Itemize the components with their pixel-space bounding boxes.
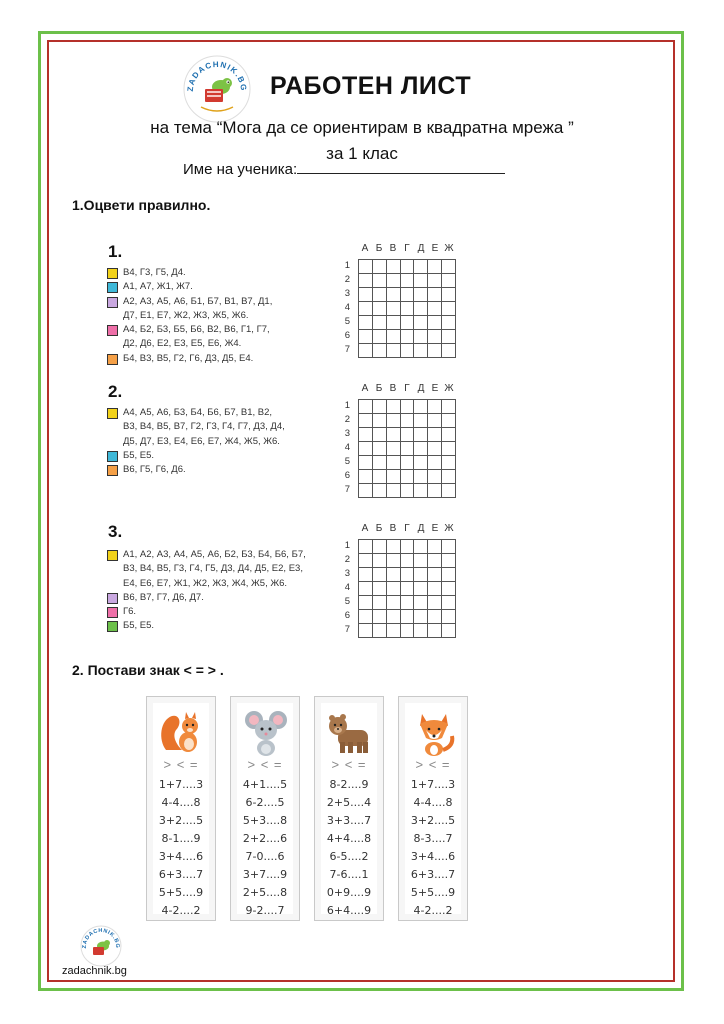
comparison-expression[interactable]: 7-6....1 bbox=[329, 868, 369, 881]
color-swatch[interactable] bbox=[107, 607, 118, 618]
coloring-grid-table bbox=[358, 539, 456, 638]
instruction-row: В3, В4, В5, Г3, Г4, Г5, Д3, Д4, Д5, Е2, Е3, bbox=[123, 563, 303, 575]
comparison-signs: > < = bbox=[163, 757, 199, 772]
expression-list bbox=[153, 776, 209, 920]
grid-cell[interactable] bbox=[442, 470, 456, 484]
grid-row-label: 7 bbox=[344, 624, 350, 635]
grid-cell[interactable] bbox=[414, 624, 428, 638]
grid-cell[interactable] bbox=[400, 540, 414, 554]
grid-row-label: 3 bbox=[344, 568, 350, 579]
grid-cell[interactable] bbox=[428, 470, 442, 484]
exercise-2-instructions bbox=[107, 406, 333, 477]
grid-cell[interactable] bbox=[372, 414, 386, 428]
grid-column-label: Д bbox=[417, 383, 425, 394]
grid-cell[interactable] bbox=[428, 344, 442, 358]
grid-row-label: 4 bbox=[344, 302, 350, 313]
grid-cell[interactable] bbox=[372, 316, 386, 330]
coloring-grid-table bbox=[358, 399, 456, 498]
grid-cell[interactable] bbox=[414, 414, 428, 428]
grid-cell[interactable] bbox=[442, 540, 456, 554]
comparison-expression[interactable]: 4-4....8 bbox=[161, 796, 201, 809]
grid-cell[interactable] bbox=[442, 260, 456, 274]
grid-cell[interactable] bbox=[359, 274, 373, 288]
grid-cell[interactable] bbox=[359, 400, 373, 414]
expression-list bbox=[237, 776, 293, 920]
grid-cell[interactable] bbox=[428, 428, 442, 442]
grid-cell[interactable] bbox=[386, 554, 400, 568]
grid-cell[interactable] bbox=[414, 582, 428, 596]
grid-cell[interactable] bbox=[400, 456, 414, 470]
grid-cell[interactable] bbox=[442, 582, 456, 596]
expression-list bbox=[405, 776, 461, 920]
grid-cell[interactable] bbox=[386, 470, 400, 484]
grid-cell[interactable] bbox=[428, 568, 442, 582]
grid-cell[interactable] bbox=[359, 582, 373, 596]
grid-column-label: Б bbox=[375, 383, 383, 394]
grid-cell[interactable] bbox=[442, 274, 456, 288]
grid-cell[interactable] bbox=[414, 316, 428, 330]
grid-cell[interactable] bbox=[442, 596, 456, 610]
grid-cell[interactable] bbox=[372, 288, 386, 302]
instruction-row: Е4, Е6, Е7, Ж1, Ж2, Ж3, Ж4, Ж5, Ж6. bbox=[123, 577, 288, 589]
grid-column-label: Е bbox=[431, 383, 439, 394]
comparison-expression[interactable]: 9-2....7 bbox=[245, 904, 285, 917]
grid-cell[interactable] bbox=[386, 302, 400, 316]
grid-cell[interactable] bbox=[386, 400, 400, 414]
grid-cell[interactable] bbox=[428, 330, 442, 344]
grid-row-label: 7 bbox=[344, 484, 350, 495]
grid-row-label: 6 bbox=[344, 330, 350, 341]
grid-cell[interactable] bbox=[442, 624, 456, 638]
instruction-row: А1, А7, Ж1, Ж7. bbox=[107, 280, 333, 294]
grid-cell[interactable] bbox=[372, 470, 386, 484]
comparison-signs: > < = bbox=[415, 757, 451, 772]
grid-cell[interactable] bbox=[442, 330, 456, 344]
grid-cell[interactable] bbox=[386, 428, 400, 442]
grid-cell[interactable] bbox=[372, 484, 386, 498]
grid-column-label: Д bbox=[417, 243, 425, 254]
page-title: РАБОТЕН ЛИСТ bbox=[270, 72, 472, 100]
comparison-card bbox=[230, 696, 300, 921]
grid-cell[interactable] bbox=[414, 554, 428, 568]
grid-row-label: 6 bbox=[344, 610, 350, 621]
exercise-3-number: 3. bbox=[108, 522, 123, 541]
comparison-expression[interactable]: 1+7....3 bbox=[410, 778, 456, 791]
grid-cell[interactable] bbox=[442, 428, 456, 442]
grid-cell[interactable] bbox=[428, 400, 442, 414]
grid-column-label: Г bbox=[404, 383, 410, 394]
exercise-2-number: 2. bbox=[108, 382, 123, 401]
exercise-1-instructions bbox=[107, 266, 333, 366]
grid-cell[interactable] bbox=[428, 610, 442, 624]
instruction-row: А4, А5, А6, Б3, Б4, Б6, Б7, В1, В2, bbox=[107, 406, 333, 420]
grid-cell[interactable] bbox=[372, 540, 386, 554]
grid-cell[interactable] bbox=[400, 274, 414, 288]
grid-cell[interactable] bbox=[386, 316, 400, 330]
grid-row-label: 2 bbox=[344, 274, 350, 285]
grid-cell[interactable] bbox=[359, 596, 373, 610]
instruction-row: А4, Б2, Б3, Б5, Б6, В2, В6, Г1, Г7, bbox=[107, 323, 333, 337]
comparison-expression[interactable]: 8-3....7 bbox=[413, 832, 453, 845]
grid-cell[interactable] bbox=[414, 400, 428, 414]
grid-column-label: В bbox=[389, 383, 397, 394]
grid-cell[interactable] bbox=[414, 288, 428, 302]
grid-column-label: А bbox=[361, 523, 369, 534]
grid-column-label: А bbox=[361, 383, 369, 394]
grid-cell[interactable] bbox=[372, 610, 386, 624]
grid-column-label: Е bbox=[431, 523, 439, 534]
comparison-card bbox=[314, 696, 384, 921]
comparison-card bbox=[398, 696, 468, 921]
grid-cell[interactable] bbox=[400, 302, 414, 316]
grid-cell[interactable] bbox=[372, 274, 386, 288]
grid-column-label: Ж bbox=[444, 383, 454, 394]
comparison-expression[interactable]: 4-2....2 bbox=[161, 904, 201, 917]
color-swatch[interactable] bbox=[107, 282, 118, 293]
grid-cell[interactable] bbox=[372, 554, 386, 568]
grid-cell[interactable] bbox=[386, 596, 400, 610]
grid-row-label: 3 bbox=[344, 428, 350, 439]
grid-cell[interactable] bbox=[359, 414, 373, 428]
grid-cell[interactable] bbox=[386, 484, 400, 498]
grid-cell[interactable] bbox=[386, 624, 400, 638]
comparison-card-inner bbox=[321, 703, 377, 917]
grid-cell[interactable] bbox=[359, 456, 373, 470]
grid-cell[interactable] bbox=[428, 484, 442, 498]
comparison-expression[interactable]: 5+5....9 bbox=[158, 886, 204, 899]
grid-cell[interactable] bbox=[359, 260, 373, 274]
grid-cell[interactable] bbox=[359, 316, 373, 330]
grid-cell[interactable] bbox=[400, 624, 414, 638]
grid-cell[interactable] bbox=[372, 442, 386, 456]
instruction-row: В6, Г5, Г6, Д6. bbox=[107, 463, 333, 477]
grid-cell[interactable] bbox=[414, 260, 428, 274]
grid-cell[interactable] bbox=[400, 344, 414, 358]
comparison-expression[interactable]: 3+4....6 bbox=[158, 850, 204, 863]
exercise-3-instructions bbox=[107, 548, 333, 634]
grid-cell[interactable] bbox=[400, 554, 414, 568]
comparison-expression[interactable]: 8-1....9 bbox=[161, 832, 201, 845]
grid-cell[interactable] bbox=[442, 554, 456, 568]
grid-cell[interactable] bbox=[386, 610, 400, 624]
comparison-expression[interactable]: 6+3....7 bbox=[158, 868, 204, 881]
grid-cell[interactable] bbox=[400, 428, 414, 442]
grid-cell[interactable] bbox=[428, 624, 442, 638]
comparison-expression[interactable]: 2+2....6 bbox=[242, 832, 288, 845]
student-name-label: Име на ученика: bbox=[183, 161, 298, 178]
comparison-expression[interactable]: 8-2....9 bbox=[329, 778, 369, 791]
grid-row-label: 5 bbox=[344, 456, 350, 467]
color-swatch[interactable] bbox=[107, 268, 118, 279]
grid-cell[interactable] bbox=[359, 344, 373, 358]
grid-cell[interactable] bbox=[400, 260, 414, 274]
grid-row-label: 5 bbox=[344, 316, 350, 327]
grid-cell[interactable] bbox=[386, 582, 400, 596]
comparison-expression[interactable]: 4-4....8 bbox=[413, 796, 453, 809]
student-name-field[interactable] bbox=[183, 160, 505, 178]
grid-cell[interactable] bbox=[386, 344, 400, 358]
svg-text:ZADACHNIK.BG: ZADACHNIK.BG bbox=[81, 927, 121, 949]
instruction-row: Б5, Е5. bbox=[107, 449, 333, 463]
page-subtitle: на тема “Мога да се ориентирам в квадратна мрежа ” bbox=[150, 118, 574, 137]
grid-cell[interactable] bbox=[400, 330, 414, 344]
grid-cell[interactable] bbox=[442, 568, 456, 582]
exercise-1-number: 1. bbox=[108, 242, 123, 261]
grid-cell[interactable] bbox=[386, 442, 400, 456]
grid-cell[interactable] bbox=[442, 414, 456, 428]
comparison-expression[interactable]: 2+5....4 bbox=[326, 796, 372, 809]
grid-cell[interactable] bbox=[359, 484, 373, 498]
grid-column-label: А bbox=[361, 243, 369, 254]
grid-cell[interactable] bbox=[442, 344, 456, 358]
grid-cell[interactable] bbox=[428, 596, 442, 610]
grid-column-label: В bbox=[389, 243, 397, 254]
grid-cell[interactable] bbox=[372, 344, 386, 358]
color-swatch[interactable] bbox=[107, 297, 118, 308]
grid-cell[interactable] bbox=[372, 400, 386, 414]
grid-cell[interactable] bbox=[414, 274, 428, 288]
instruction-row: А1, А2, А3, А4, А5, А6, Б2, Б3, Б4, Б6, Б7, bbox=[107, 548, 333, 562]
grid-column-label: Б bbox=[375, 523, 383, 534]
grid-cell[interactable] bbox=[442, 302, 456, 316]
grid-cell[interactable] bbox=[372, 302, 386, 316]
mouse-icon bbox=[240, 706, 292, 758]
instruction-row: Д2, Д6, Е2, Е3, Е5, Е6, Ж4. bbox=[123, 338, 242, 350]
comparison-card-inner bbox=[237, 703, 293, 917]
grid-cell[interactable] bbox=[442, 316, 456, 330]
grid-column-label: Б bbox=[375, 243, 383, 254]
grid-row-label: 2 bbox=[344, 414, 350, 425]
grid-cell[interactable] bbox=[386, 456, 400, 470]
color-swatch[interactable] bbox=[107, 325, 118, 336]
grid-cell[interactable] bbox=[359, 428, 373, 442]
grid-cell[interactable] bbox=[442, 484, 456, 498]
footer-site-link[interactable]: zadachnik.bg bbox=[62, 965, 127, 977]
grid-column-label: Д bbox=[417, 523, 425, 534]
comparison-signs: > < = bbox=[247, 757, 283, 772]
grid-column-label: Г bbox=[404, 243, 410, 254]
grid-cell[interactable] bbox=[414, 610, 428, 624]
grid-cell[interactable] bbox=[372, 456, 386, 470]
grid-cell[interactable] bbox=[386, 288, 400, 302]
grid-row-label: 3 bbox=[344, 288, 350, 299]
fox-icon bbox=[408, 706, 460, 758]
grid-cell[interactable] bbox=[428, 288, 442, 302]
grid-cell[interactable] bbox=[372, 260, 386, 274]
grid-cell[interactable] bbox=[386, 568, 400, 582]
grid-cell[interactable] bbox=[442, 442, 456, 456]
comparison-expression[interactable]: 6-5....2 bbox=[329, 850, 369, 863]
grid-cell[interactable] bbox=[442, 610, 456, 624]
comparison-expression[interactable]: 3+3....7 bbox=[326, 814, 372, 827]
grid-cell[interactable] bbox=[400, 610, 414, 624]
comparison-expression[interactable]: 2+5....8 bbox=[242, 886, 288, 899]
grid-cell[interactable] bbox=[442, 400, 456, 414]
grid-row-label: 1 bbox=[344, 400, 350, 411]
comparison-expression[interactable]: 4+1....5 bbox=[242, 778, 288, 791]
grid-row-label: 2 bbox=[344, 554, 350, 565]
grid-cell[interactable] bbox=[372, 596, 386, 610]
instruction-row: В6, В7, Г7, Д6, Д7. bbox=[107, 591, 333, 605]
grid-cell[interactable] bbox=[386, 540, 400, 554]
grid-cell[interactable] bbox=[359, 624, 373, 638]
student-name-line[interactable] bbox=[297, 160, 505, 174]
grid-cell[interactable] bbox=[359, 288, 373, 302]
grid-cell[interactable] bbox=[372, 568, 386, 582]
coloring-grid-table bbox=[358, 259, 456, 358]
svg-text:ZADACHNIK.BG: ZADACHNIK.BG bbox=[185, 59, 249, 93]
comparison-expression[interactable]: 4-2....2 bbox=[413, 904, 453, 917]
grid-cell[interactable] bbox=[428, 260, 442, 274]
grid-cell[interactable] bbox=[414, 302, 428, 316]
color-swatch[interactable] bbox=[107, 408, 118, 419]
grid-cell[interactable] bbox=[428, 554, 442, 568]
grid-cell[interactable] bbox=[372, 624, 386, 638]
grid-cell[interactable] bbox=[442, 288, 456, 302]
grid-cell[interactable] bbox=[428, 582, 442, 596]
grade-label: за 1 клас bbox=[326, 144, 398, 163]
comparison-expression[interactable]: 3+7....9 bbox=[242, 868, 288, 881]
grid-cell[interactable] bbox=[414, 596, 428, 610]
color-swatch[interactable] bbox=[107, 550, 118, 561]
zadachnik-logo bbox=[183, 55, 251, 123]
comparison-expression[interactable]: 1+7....3 bbox=[158, 778, 204, 791]
comparison-card-inner bbox=[405, 703, 461, 917]
grid-cell[interactable] bbox=[400, 288, 414, 302]
color-swatch[interactable] bbox=[107, 593, 118, 604]
grid-cell[interactable] bbox=[428, 414, 442, 428]
grid-cell[interactable] bbox=[428, 274, 442, 288]
grid-cell[interactable] bbox=[414, 456, 428, 470]
comparison-expression[interactable]: 6+4....9 bbox=[326, 904, 372, 917]
grid-cell[interactable] bbox=[428, 316, 442, 330]
zadachnik-logo-small bbox=[80, 925, 122, 967]
comparison-expression[interactable]: 0+9....9 bbox=[326, 886, 372, 899]
comparison-card bbox=[146, 696, 216, 921]
grid-cell[interactable] bbox=[414, 442, 428, 456]
comparison-expression[interactable]: 5+5....9 bbox=[410, 886, 456, 899]
grid-cell[interactable] bbox=[359, 302, 373, 316]
grid-column-label: Г bbox=[404, 523, 410, 534]
grid-cell[interactable] bbox=[428, 540, 442, 554]
grid-cell[interactable] bbox=[372, 330, 386, 344]
grid-row-label: 4 bbox=[344, 582, 350, 593]
color-swatch[interactable] bbox=[107, 465, 118, 476]
grid-cell[interactable] bbox=[400, 484, 414, 498]
instruction-row: В3, В4, В5, В7, Г2, Г3, Г4, Г7, Д3, Д4, bbox=[123, 421, 285, 433]
grid-row-label: 7 bbox=[344, 344, 350, 355]
grid-cell[interactable] bbox=[442, 456, 456, 470]
grid-cell[interactable] bbox=[400, 442, 414, 456]
grid-cell[interactable] bbox=[386, 414, 400, 428]
grid-cell[interactable] bbox=[359, 330, 373, 344]
comparison-signs: > < = bbox=[331, 757, 367, 772]
color-swatch[interactable] bbox=[107, 621, 118, 632]
instruction-row: А2, А3, А5, А6, Б1, Б7, В1, В7, Д1, bbox=[107, 295, 333, 309]
grid-row-label: 1 bbox=[344, 540, 350, 551]
grid-cell[interactable] bbox=[386, 274, 400, 288]
grid-cell[interactable] bbox=[359, 470, 373, 484]
grid-cell[interactable] bbox=[414, 470, 428, 484]
instruction-row: Д7, Е1, Е7, Ж2, Ж3, Ж5, Ж6. bbox=[123, 309, 249, 321]
grid-cell[interactable] bbox=[372, 582, 386, 596]
grid-cell[interactable] bbox=[428, 442, 442, 456]
grid-cell[interactable] bbox=[386, 330, 400, 344]
task1-heading: 1.Оцвети правилно. bbox=[72, 197, 211, 213]
grid-cell[interactable] bbox=[359, 540, 373, 554]
grid-cell[interactable] bbox=[400, 596, 414, 610]
grid-cell[interactable] bbox=[414, 540, 428, 554]
grid-cell[interactable] bbox=[400, 316, 414, 330]
grid-cell[interactable] bbox=[372, 428, 386, 442]
grid-column-label: Ж bbox=[444, 243, 454, 254]
task2-heading: 2. Постави знак < = > . bbox=[72, 662, 224, 678]
instruction-row: Г6. bbox=[107, 605, 333, 619]
grid-cell[interactable] bbox=[359, 554, 373, 568]
grid-row-label: 1 bbox=[344, 260, 350, 271]
squirrel-icon bbox=[156, 706, 208, 758]
comparison-expression[interactable]: 3+2....5 bbox=[410, 814, 456, 827]
grid-column-label: Е bbox=[431, 243, 439, 254]
grid-cell[interactable] bbox=[400, 400, 414, 414]
color-swatch[interactable] bbox=[107, 451, 118, 462]
instruction-row: Б4, В3, В5, Г2, Г6, Д3, Д5, Е4. bbox=[107, 352, 333, 366]
comparison-expression[interactable]: 3+4....6 bbox=[410, 850, 456, 863]
comparison-expression[interactable]: 7-0....6 bbox=[245, 850, 285, 863]
expression-list bbox=[321, 776, 377, 920]
bear-icon bbox=[324, 706, 376, 758]
grid-cell[interactable] bbox=[414, 428, 428, 442]
grid-cell[interactable] bbox=[400, 582, 414, 596]
instruction-row: Б5, Е5. bbox=[107, 619, 333, 633]
color-swatch[interactable] bbox=[107, 354, 118, 365]
comparison-expression[interactable]: 3+2....5 bbox=[158, 814, 204, 827]
grid-cell[interactable] bbox=[386, 260, 400, 274]
grid-cell[interactable] bbox=[400, 568, 414, 582]
instruction-row: Д5, Д7, Е3, Е4, Е6, Е7, Ж4, Ж5, Ж6. bbox=[123, 435, 280, 447]
grid-cell[interactable] bbox=[414, 484, 428, 498]
grid-column-label: Ж bbox=[444, 523, 454, 534]
grid-column-label: В bbox=[389, 523, 397, 534]
grid-cell[interactable] bbox=[414, 568, 428, 582]
comparison-expression[interactable]: 5+3....8 bbox=[242, 814, 288, 827]
grid-cell[interactable] bbox=[359, 442, 373, 456]
grid-row-label: 4 bbox=[344, 442, 350, 453]
grid-cell[interactable] bbox=[400, 414, 414, 428]
grid-cell[interactable] bbox=[414, 344, 428, 358]
grid-cell[interactable] bbox=[428, 456, 442, 470]
grid-cell[interactable] bbox=[428, 302, 442, 316]
comparison-expression[interactable]: 6+3....7 bbox=[410, 868, 456, 881]
comparison-expression[interactable]: 4+4....8 bbox=[326, 832, 372, 845]
comparison-card-inner bbox=[153, 703, 209, 917]
grid-cell[interactable] bbox=[359, 568, 373, 582]
grid-row-label: 5 bbox=[344, 596, 350, 607]
comparison-expression[interactable]: 6-2....5 bbox=[245, 796, 285, 809]
grid-cell[interactable] bbox=[414, 330, 428, 344]
grid-row-label: 6 bbox=[344, 470, 350, 481]
instruction-row: В4, Г3, Г5, Д4. bbox=[107, 266, 333, 280]
grid-cell[interactable] bbox=[400, 470, 414, 484]
grid-cell[interactable] bbox=[359, 610, 373, 624]
